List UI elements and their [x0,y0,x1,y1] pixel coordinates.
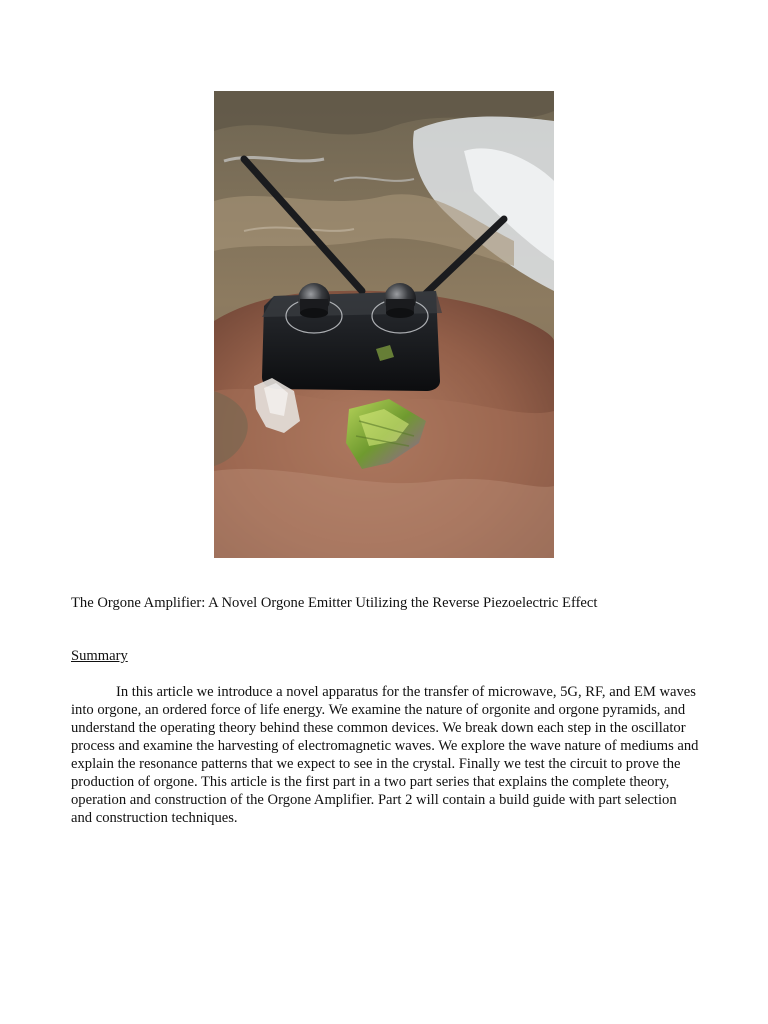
summary-heading: Summary [71,648,128,664]
document-title: The Orgone Amplifier: A Novel Orgone Emitter Utilizing the Reverse Piezoelectric Effect [71,595,598,611]
summary-paragraph: In this article we introduce a novel apparatus for the transfer of microwave, 5G, RF, and EM waves into orgone, an ordered force of life energy. We examine the nature of orgonite and orgone pyramids, and understand the operating theory behind these common devices. We break down each step in the oscillator process and examine the harvesting of electromagnetic waves. We explore the wave nature of mediums and explain the resonance patterns that we expect to see in the crystal. Finally we test the circuit to prove the production of orgone. This article is the first part in a two part series that explains the complete theory, operation and construction of the Orgone Amplifier. Part 2 will contain a build guide with part selection and construction techniques. [71,684,699,826]
device-photo-illustration [214,91,554,558]
device-photo [214,91,554,558]
